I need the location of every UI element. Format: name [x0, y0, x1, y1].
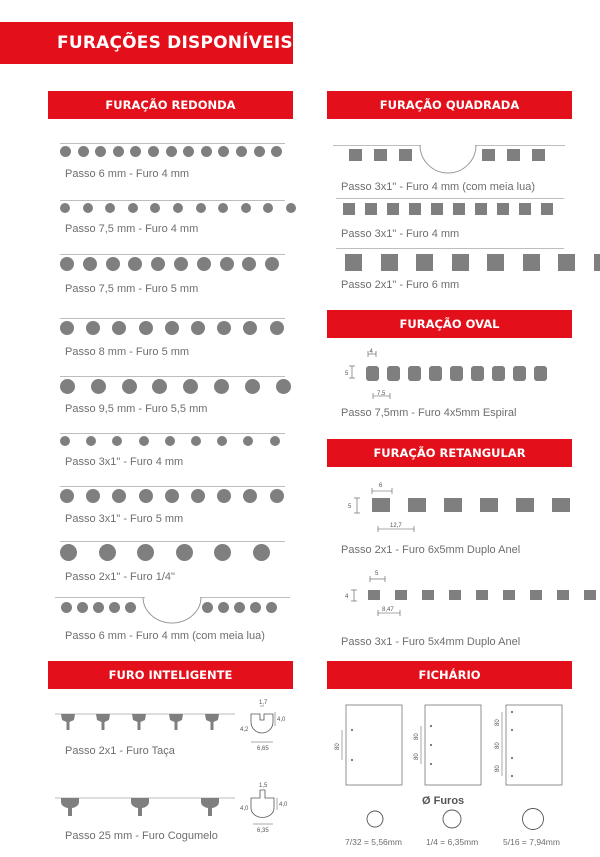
rect-hole: [444, 498, 462, 512]
square-hole: [365, 203, 377, 215]
round-hole: [139, 436, 149, 446]
redonda-hole-row: [60, 257, 279, 271]
round-hole: [128, 257, 142, 271]
round-hole: [201, 146, 212, 157]
round-hole: [109, 602, 120, 613]
round-hole: [214, 379, 229, 394]
oval-dim-width: 4: [369, 349, 373, 355]
round-hole: [151, 257, 165, 271]
round-hole: [265, 257, 279, 271]
retangular-2-dim-width: 5: [375, 571, 379, 577]
furo-7-32-circle: [367, 811, 383, 827]
round-hole: [176, 544, 193, 561]
retangular-2-dim-pitch: 8,47: [382, 607, 394, 613]
svg-text:4,0: 4,0: [279, 802, 288, 808]
round-hole: [105, 203, 115, 213]
redonda-caption: Passo 8 mm - Furo 5 mm: [65, 346, 190, 358]
oval-hole: [534, 366, 547, 381]
round-hole: [234, 602, 245, 613]
quadrada-hole-row: [482, 149, 545, 161]
redonda-caption: Passo 2x1" - Furo 1/4": [65, 571, 175, 583]
taca-hole: [61, 714, 75, 730]
furo-taca-detail: [240, 700, 286, 752]
round-hole: [86, 321, 100, 335]
round-hole: [125, 602, 136, 613]
round-hole: [243, 436, 253, 446]
oval-hole: [387, 366, 400, 381]
retangular-1-dim-pitch: 12,7: [390, 523, 402, 529]
furo-5-16-circle: [523, 809, 544, 830]
round-hole: [220, 257, 234, 271]
svg-text:6,65: 6,65: [257, 746, 269, 752]
square-hole: [523, 254, 540, 271]
retangular-1-caption: Passo 2x1 - Furo 6x5mm Duplo Anel: [341, 544, 521, 556]
redonda-hole-row: [60, 544, 270, 561]
redonda-rule: [60, 318, 285, 319]
redonda-caption: Passo 3x1" - Furo 5 mm: [65, 513, 184, 525]
round-hole: [152, 379, 167, 394]
redonda-hole-row: [60, 321, 284, 335]
retangular-2-dim-height: 4: [345, 594, 349, 600]
fichario-furos-circles: [330, 808, 580, 830]
round-hole: [77, 602, 88, 613]
round-hole: [60, 203, 70, 213]
rect-hole: [503, 590, 515, 600]
square-hole: [343, 203, 355, 215]
round-hole: [217, 436, 227, 446]
round-hole: [61, 602, 72, 613]
redonda-hole-row: [61, 602, 136, 613]
furo-cogumelo-detail: [240, 783, 288, 834]
round-hole: [236, 146, 247, 157]
round-hole: [218, 602, 229, 613]
round-hole: [165, 321, 179, 335]
round-hole: [196, 203, 206, 213]
round-hole: [139, 321, 153, 335]
taca-hole: [169, 714, 183, 730]
redonda-hole-row: [60, 379, 291, 394]
round-hole: [263, 203, 273, 213]
square-hole: [345, 254, 362, 271]
svg-text:80: 80: [495, 742, 501, 749]
quadrada-rule: [336, 248, 564, 249]
round-hole: [130, 146, 141, 157]
section-header-furacao-redonda: FURAÇÃO REDONDA: [48, 91, 293, 119]
svg-text:4,0: 4,0: [240, 806, 249, 812]
square-hole: [452, 254, 469, 271]
redonda-caption: Passo 9,5 mm - Furo 5,5 mm: [65, 403, 208, 415]
round-hole: [202, 602, 213, 613]
furo-taca-caption: Passo 2x1 - Furo Taça: [65, 745, 175, 757]
square-hole: [349, 149, 362, 161]
cogumelo-hole: [131, 798, 149, 816]
redonda-rule: [55, 597, 145, 598]
round-hole: [245, 379, 260, 394]
round-hole: [254, 146, 265, 157]
section-header-furacao-quadrada: FURAÇÃO QUADRADA: [327, 91, 572, 119]
meia-lua-cutout: [420, 145, 478, 177]
round-hole: [191, 489, 205, 503]
oval-dim-pitch: 7,5: [377, 391, 386, 397]
square-hole: [431, 203, 443, 215]
fichario-sheet-3-furos: [425, 705, 481, 785]
round-hole: [270, 321, 284, 335]
round-hole: [166, 146, 177, 157]
square-hole: [399, 149, 412, 161]
square-hole: [507, 149, 520, 161]
round-hole: [218, 203, 228, 213]
oval-hole-row: [366, 366, 547, 381]
redonda-hole-row: [60, 203, 296, 213]
round-hole: [183, 146, 194, 157]
square-hole: [453, 203, 465, 215]
page-title: FURAÇÕES DISPONÍVEIS: [0, 22, 293, 64]
round-hole: [165, 489, 179, 503]
svg-text:4,2: 4,2: [240, 727, 249, 733]
round-hole: [60, 257, 74, 271]
redonda-caption: Passo 7,5 mm - Furo 5 mm: [65, 283, 199, 295]
square-hole: [381, 254, 398, 271]
round-hole: [191, 321, 205, 335]
round-hole: [243, 321, 257, 335]
quadrada-caption: Passo 3x1" - Furo 4 mm: [341, 228, 460, 240]
square-hole: [482, 149, 495, 161]
retangular-2-dimension-diagram: [340, 568, 420, 618]
round-hole: [60, 544, 77, 561]
square-hole: [558, 254, 575, 271]
quadrada-rule: [336, 198, 564, 199]
taca-hole: [132, 714, 146, 730]
retangular-2-caption: Passo 3x1 - Furo 5x4mm Duplo Anel: [341, 636, 521, 648]
redonda-caption: Passo 3x1" - Furo 4 mm: [65, 456, 184, 468]
round-hole: [218, 146, 229, 157]
redonda-rule: [60, 376, 285, 377]
redonda-rule: [60, 143, 285, 144]
square-hole: [416, 254, 433, 271]
section-header-furo-inteligente: FURO INTELIGENTE: [48, 661, 293, 689]
quadrada-caption: Passo 2x1" - Furo 6 mm: [341, 279, 460, 291]
oval-hole: [429, 366, 442, 381]
square-hole: [475, 203, 487, 215]
svg-text:80: 80: [495, 719, 501, 726]
redonda-rule: [60, 254, 285, 255]
furo-cogumelo-caption: Passo 25 mm - Furo Cogumelo: [65, 830, 218, 842]
round-hole: [183, 379, 198, 394]
round-hole: [276, 379, 291, 394]
cogumelo-hole: [61, 798, 79, 816]
round-hole: [217, 489, 231, 503]
taca-hole: [205, 714, 219, 730]
round-hole: [60, 321, 74, 335]
redonda-hole-row: [60, 436, 280, 446]
redonda-caption: Passo 6 mm - Furo 4 mm: [65, 168, 190, 180]
rect-hole: [552, 498, 570, 512]
round-hole: [148, 146, 159, 157]
round-hole: [214, 544, 231, 561]
round-hole: [250, 602, 261, 613]
oval-hole: [513, 366, 526, 381]
round-hole: [173, 203, 183, 213]
round-hole: [286, 203, 296, 213]
round-hole: [112, 489, 126, 503]
square-hole: [519, 203, 531, 215]
redonda-rule: [60, 541, 285, 542]
round-hole: [112, 321, 126, 335]
redonda-caption: Passo 6 mm - Furo 4 mm (com meia lua): [65, 630, 265, 642]
round-hole: [197, 257, 211, 271]
furo-7-32-label: 7/32 = 5,56mm: [345, 837, 402, 847]
round-hole: [99, 544, 116, 561]
fichario-diagram: [328, 700, 578, 800]
oval-hole: [450, 366, 463, 381]
round-hole: [243, 489, 257, 503]
rect-hole: [422, 590, 434, 600]
redonda-rule: [60, 200, 285, 201]
square-hole: [387, 203, 399, 215]
round-hole: [270, 436, 280, 446]
round-hole: [241, 203, 251, 213]
round-hole: [60, 436, 70, 446]
round-hole: [253, 544, 270, 561]
square-hole: [497, 203, 509, 215]
furo-1-4-label: 1/4 = 6,35mm: [426, 837, 479, 847]
round-hole: [139, 489, 153, 503]
rect-hole: [516, 498, 534, 512]
oval-caption: Passo 7,5mm - Furo 4x5mm Espiral: [341, 407, 517, 419]
quadrada-caption: Passo 3x1" - Furo 4 mm (com meia lua): [341, 181, 536, 193]
round-hole: [128, 203, 138, 213]
svg-text:1,5: 1,5: [259, 783, 268, 789]
redonda-rule: [200, 597, 290, 598]
quadrada-rule: [333, 145, 421, 146]
round-hole: [165, 436, 175, 446]
furo-1-4-circle: [443, 810, 461, 828]
oval-hole: [408, 366, 421, 381]
round-hole: [270, 489, 284, 503]
square-hole: [374, 149, 387, 161]
oval-hole: [471, 366, 484, 381]
square-hole: [594, 254, 600, 271]
svg-text:80: 80: [414, 753, 420, 760]
round-hole: [78, 146, 89, 157]
rect-hole: [584, 590, 596, 600]
redonda-hole-row: [60, 146, 282, 157]
round-hole: [174, 257, 188, 271]
round-hole: [217, 321, 231, 335]
rect-hole: [480, 498, 498, 512]
cogumelo-hole: [201, 798, 219, 816]
fichario-furos-title: Ø Furos: [422, 795, 465, 807]
quadrada-hole-row: [345, 254, 600, 271]
round-hole: [271, 146, 282, 157]
round-hole: [112, 436, 122, 446]
rect-hole: [449, 590, 461, 600]
fichario-sheet-2-furos: [346, 705, 402, 785]
round-hole: [137, 544, 154, 561]
rect-hole: [476, 590, 488, 600]
taca-hole: [96, 714, 110, 730]
round-hole: [106, 257, 120, 271]
svg-text:80: 80: [335, 743, 341, 750]
retangular-1-dimension-diagram: [340, 475, 420, 535]
round-hole: [86, 489, 100, 503]
rect-hole: [557, 590, 569, 600]
svg-text:4,0: 4,0: [277, 717, 286, 723]
rect-hole: [530, 590, 542, 600]
oval-hole: [492, 366, 505, 381]
redonda-hole-row: [60, 489, 284, 503]
round-hole: [60, 146, 71, 157]
round-hole: [122, 379, 137, 394]
quadrada-hole-row: [343, 203, 553, 215]
retangular-1-dim-height: 5: [348, 504, 352, 510]
redonda-rule: [60, 433, 285, 434]
furo-5-16-label: 5/16 = 7,94mm: [503, 837, 560, 847]
round-hole: [83, 203, 93, 213]
square-hole: [487, 254, 504, 271]
section-header-furacao-retangular: FURAÇÃO RETANGULAR: [327, 439, 572, 467]
round-hole: [86, 436, 96, 446]
section-header-furacao-oval: FURAÇÃO OVAL: [327, 310, 572, 338]
redonda-caption: Passo 7,5 mm - Furo 4 mm: [65, 223, 199, 235]
svg-text:6,35: 6,35: [257, 828, 269, 834]
round-hole: [91, 379, 106, 394]
quadrada-rule: [475, 145, 565, 146]
svg-text:80: 80: [414, 733, 420, 740]
round-hole: [242, 257, 256, 271]
quadrada-hole-row: [349, 149, 412, 161]
redonda-hole-row: [202, 602, 277, 613]
round-hole: [60, 489, 74, 503]
round-hole: [191, 436, 201, 446]
round-hole: [150, 203, 160, 213]
svg-text:1,7: 1,7: [259, 700, 268, 706]
oval-dimension-diagram: [340, 348, 386, 400]
retangular-1-dim-width: 6: [379, 483, 383, 489]
redonda-rule: [60, 486, 285, 487]
oval-dim-height: 5: [345, 371, 349, 377]
square-hole: [532, 149, 545, 161]
round-hole: [266, 602, 277, 613]
section-header-fichario: FICHÁRIO: [327, 661, 572, 689]
square-hole: [409, 203, 421, 215]
square-hole: [541, 203, 553, 215]
svg-text:80: 80: [495, 765, 501, 772]
fichario-sheet-4-furos: [506, 705, 562, 785]
round-hole: [60, 379, 75, 394]
round-hole: [83, 257, 97, 271]
round-hole: [113, 146, 124, 157]
meia-lua-cutout: [143, 597, 203, 627]
round-hole: [93, 602, 104, 613]
round-hole: [95, 146, 106, 157]
